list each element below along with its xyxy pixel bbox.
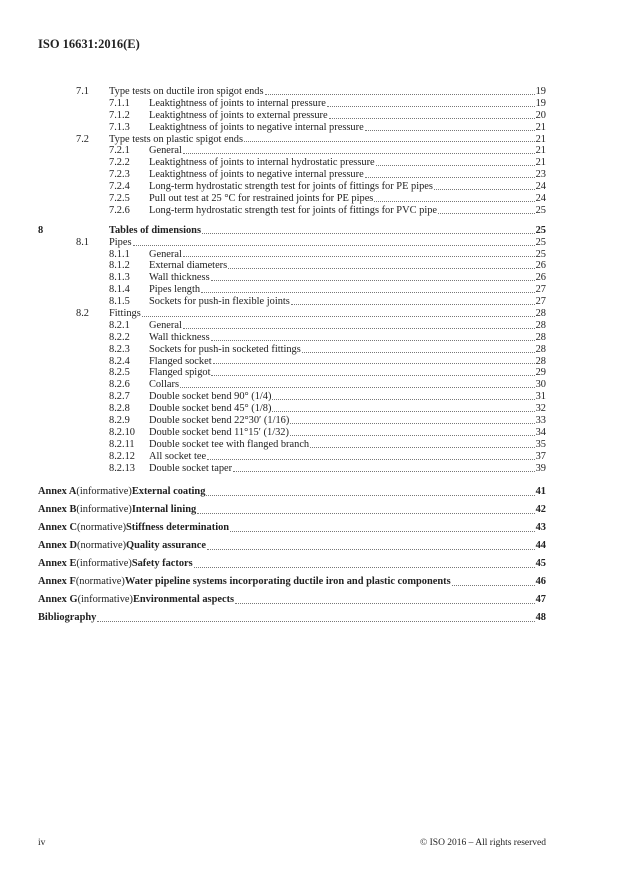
toc-entry-page: 21 <box>535 157 546 169</box>
toc-entry[interactable] <box>38 249 546 261</box>
toc-entry-title: Sockets for push-in flexible joints <box>149 296 290 308</box>
annex-title: External coating <box>131 485 206 497</box>
bibliography-title: Bibliography <box>38 611 97 623</box>
annex-title: Environmental aspects <box>132 593 235 605</box>
dot-leader <box>211 375 534 376</box>
toc-entry[interactable] <box>38 356 546 368</box>
toc-entry[interactable] <box>38 308 546 320</box>
toc-entry[interactable] <box>38 332 546 344</box>
toc-entry-title: Long-term hydrostatic strength test for joints of fittings for PE pipes <box>149 181 433 193</box>
annex-page: 43 <box>535 521 546 533</box>
toc-entry[interactable] <box>38 296 546 308</box>
toc-entry-number: 7.2.3 <box>109 169 130 181</box>
toc-entry-number: 8.2.12 <box>109 450 135 462</box>
toc-entry-title: Leaktightness of joints to internal hydrostatic pressure <box>149 157 375 169</box>
dot-leader <box>228 268 534 269</box>
dot-leader <box>365 177 535 178</box>
toc-entry-number: 8.2.2 <box>109 331 130 343</box>
annex-label: Annex F <box>38 575 76 587</box>
dot-leader <box>180 387 535 388</box>
annex-page: 44 <box>535 539 546 551</box>
toc-entry-page: 28 <box>535 355 546 367</box>
toc-entry-title: Leaktightness of joints to negative internal pressure <box>149 121 364 133</box>
dot-leader <box>97 621 534 622</box>
toc-entry-title: External diameters <box>149 260 228 272</box>
toc-entry-title: Long-term hydrostatic strength test for joints of fittings for PVC pipe <box>149 204 438 216</box>
annex-page: 46 <box>535 575 546 587</box>
toc-bibliography-entry[interactable] <box>38 609 546 627</box>
toc-entry-page: 27 <box>535 284 546 296</box>
toc-entry-page: 19 <box>535 97 546 109</box>
dot-leader <box>265 94 535 95</box>
toc-entry-title: Pull out test at 25 °C for restrained joints for PE pipes <box>149 193 374 204</box>
toc-entry-title: Double socket tee with flanged branch <box>149 438 310 450</box>
toc-entry-title: Leaktightness of joints to internal pressure <box>149 97 326 109</box>
dot-leader <box>133 245 535 246</box>
toc-entry[interactable] <box>38 344 546 356</box>
toc-entry[interactable] <box>38 237 546 249</box>
toc-entry-number: 8.2.6 <box>109 379 130 391</box>
toc-entry-number: 8.2.4 <box>109 355 130 367</box>
toc-entry-page: 21 <box>535 145 546 157</box>
dot-leader <box>376 165 535 166</box>
dot-leader <box>183 256 535 257</box>
toc-entry-title: Collars <box>149 379 180 391</box>
dot-leader <box>235 603 535 604</box>
toc-entry-page: 25 <box>535 248 546 260</box>
toc-entry-number: 8.1.5 <box>109 296 130 308</box>
annex-title: Stiffness determination <box>126 521 230 533</box>
toc-entry[interactable] <box>38 463 546 475</box>
toc-entry-page: 26 <box>535 260 546 272</box>
toc-entry-number: 8.2.5 <box>109 367 130 379</box>
toc-entry[interactable] <box>38 379 546 391</box>
toc-entry-number: 8.2.7 <box>109 391 130 403</box>
toc-entry[interactable] <box>38 145 546 157</box>
toc-entry-page: 24 <box>535 181 546 193</box>
toc-entry-title: Fittings <box>109 308 141 320</box>
dot-leader <box>329 118 535 119</box>
toc-entry-page: 23 <box>535 169 546 181</box>
toc-entry-number: 7.2 <box>76 133 89 145</box>
annex-label: Annex C <box>38 521 77 533</box>
toc-entry-page: 24 <box>535 193 546 204</box>
dot-leader <box>230 531 535 532</box>
dot-leader <box>233 471 535 472</box>
toc-entry-number: 8.2.11 <box>109 438 135 450</box>
toc-entry-number: 7.1.3 <box>109 121 130 133</box>
copyright-notice: © ISO 2016 – All rights reserved <box>420 838 546 848</box>
toc-entry-page: 25 <box>535 224 546 236</box>
toc-entry-page: 25 <box>535 236 546 248</box>
toc-entry-page: 21 <box>535 121 546 133</box>
toc-entry-number: 7.1.2 <box>109 109 130 121</box>
toc-entry-page: 25 <box>535 204 546 216</box>
annex-label: Annex G <box>38 593 78 605</box>
toc-entry[interactable] <box>38 205 546 217</box>
annex-title: Safety factors <box>131 557 193 569</box>
toc-entry-page: 27 <box>535 296 546 308</box>
toc-entry-title: Flanged spigot <box>149 367 211 379</box>
toc-entry-page: 31 <box>535 391 546 403</box>
toc-entry-number: 7.2.1 <box>109 145 130 157</box>
toc-entry-page: 28 <box>535 343 546 355</box>
toc-entry-number: 8 <box>38 224 44 236</box>
toc-entry-number: 8.1.4 <box>109 284 130 296</box>
dot-leader <box>244 141 535 142</box>
toc-entry-page: 34 <box>535 426 546 438</box>
toc-entry-number: 8.2.1 <box>109 319 130 331</box>
annex-type: (normative) <box>76 539 127 551</box>
toc-entry-title: Double socket bend 11°15′ (1/32) <box>149 426 289 438</box>
toc-entry[interactable] <box>38 272 546 284</box>
annex-type: (informative) <box>76 557 132 569</box>
toc-entry[interactable] <box>38 157 546 169</box>
dot-leader <box>211 280 535 281</box>
toc-entry[interactable] <box>38 451 546 463</box>
toc-entry[interactable] <box>38 415 546 427</box>
dot-leader <box>272 411 534 412</box>
toc-entry-title: All socket tee <box>149 450 207 462</box>
toc-entry-page: 32 <box>535 403 546 415</box>
spacer <box>38 217 546 225</box>
annex-type: (informative) <box>76 485 132 497</box>
toc-entry[interactable] <box>38 122 546 134</box>
toc-entry-number: 8.1 <box>76 236 89 248</box>
toc-entry[interactable] <box>38 134 546 146</box>
toc-entry[interactable] <box>38 427 546 439</box>
dot-leader <box>201 292 535 293</box>
toc-annex-entry[interactable] <box>38 537 546 555</box>
toc-entry-page: 37 <box>535 450 546 462</box>
dot-leader <box>291 304 535 305</box>
toc-entry-page: 39 <box>535 462 546 474</box>
toc-entry-page: 26 <box>535 272 546 284</box>
annex-page: 41 <box>535 485 546 497</box>
toc-entry-title: General <box>149 319 182 331</box>
toc-entry[interactable] <box>38 181 546 193</box>
toc-entry-number: 8.2 <box>76 308 89 320</box>
toc-entry-number: 8.2.3 <box>109 343 130 355</box>
toc-entry-title: Double socket taper <box>149 462 233 474</box>
toc-annex-entry[interactable] <box>38 519 546 537</box>
toc-entry-number: 8.1.2 <box>109 260 130 272</box>
table-of-contents <box>38 86 546 627</box>
toc-entry-number: 7.1 <box>76 85 89 97</box>
toc-entry-page: 19 <box>535 85 546 97</box>
dot-leader <box>207 549 535 550</box>
toc-entry[interactable] <box>38 320 546 332</box>
toc-entry-number: 7.2.4 <box>109 181 130 193</box>
toc-annex-entry[interactable] <box>38 483 546 501</box>
toc-entry-number: 7.2.2 <box>109 157 130 169</box>
toc-entry[interactable] <box>38 391 546 403</box>
toc-entry-number: 8.2.13 <box>109 462 135 474</box>
toc-annex-entry[interactable] <box>38 591 546 609</box>
toc-entry-title: Wall thickness <box>149 331 210 343</box>
toc-entry-page: 29 <box>535 367 546 379</box>
annex-label: Annex A <box>38 485 77 497</box>
dot-leader <box>202 233 535 234</box>
dot-leader <box>272 399 534 400</box>
annex-label: Annex D <box>38 539 77 551</box>
dot-leader <box>434 189 535 190</box>
toc-annex-entry[interactable] <box>38 555 546 573</box>
toc-entry-page: 28 <box>535 319 546 331</box>
dot-leader <box>290 423 534 424</box>
toc-entry-page: 28 <box>535 308 546 320</box>
toc-entry-title: Double socket bend 22°30′ (1/16) <box>149 415 290 427</box>
toc-entry-page: 20 <box>535 109 546 121</box>
toc-entry[interactable] <box>38 86 546 98</box>
toc-entry-title: Sockets for push-in socketed fittings <box>149 343 301 355</box>
toc-entry[interactable] <box>38 193 546 205</box>
annex-label: Annex E <box>38 557 77 569</box>
dot-leader <box>374 201 534 202</box>
dot-leader <box>183 153 535 154</box>
toc-entry-page: 28 <box>535 331 546 343</box>
annex-title: Water pipeline systems incorporating ductile iron and plastic components <box>124 575 451 587</box>
toc-entry-title: General <box>149 145 182 157</box>
document-header: ISO 16631:2016(E) <box>38 37 140 51</box>
dot-leader <box>302 352 535 353</box>
dot-leader <box>213 363 535 364</box>
toc-entry-number: 7.1.1 <box>109 97 130 109</box>
dot-leader <box>183 328 535 329</box>
toc-entry[interactable] <box>38 439 546 451</box>
toc-entry-title: Wall thickness <box>149 272 210 284</box>
annex-page: 47 <box>535 593 546 605</box>
toc-entry-number: 7.2.6 <box>109 204 130 216</box>
annex-type: (informative) <box>77 593 133 605</box>
bibliography-page: 48 <box>535 611 546 623</box>
dot-leader <box>207 459 534 460</box>
toc-entry-page: 33 <box>535 415 546 427</box>
toc-entry-page: 21 <box>535 133 546 145</box>
dot-leader <box>438 213 535 214</box>
toc-entry-title: Double socket bend 90° (1/4) <box>149 391 272 403</box>
toc-entry[interactable] <box>38 367 546 379</box>
dot-leader <box>365 130 535 131</box>
toc-entry-number: 8.2.10 <box>109 426 135 438</box>
toc-entry[interactable] <box>38 169 546 181</box>
toc-entry-page: 35 <box>535 438 546 450</box>
toc-entry-number: 7.2.5 <box>109 193 130 204</box>
toc-entry-number: 8.1.1 <box>109 248 130 260</box>
toc-entry[interactable] <box>38 260 546 272</box>
dot-leader <box>310 447 534 448</box>
dot-leader <box>142 316 535 317</box>
toc-entry[interactable] <box>38 110 546 122</box>
spacer <box>38 475 546 483</box>
toc-entry-number: 8.1.3 <box>109 272 130 284</box>
toc-annex-entry[interactable] <box>38 573 546 591</box>
dot-leader <box>211 340 535 341</box>
dot-leader <box>290 435 535 436</box>
annex-type: (normative) <box>76 521 127 533</box>
annex-page: 45 <box>535 557 546 569</box>
toc-entry-number: 8.2.8 <box>109 403 130 415</box>
toc-entry-title: Leaktightness of joints to external pressure <box>149 109 328 121</box>
toc-entry-title: Leaktightness of joints to negative internal pressure <box>149 169 364 181</box>
dot-leader <box>206 495 534 496</box>
dot-leader <box>194 567 535 568</box>
toc-entry-number: 8.2.9 <box>109 415 130 427</box>
annex-page: 42 <box>535 503 546 515</box>
annex-type: (informative) <box>76 503 132 515</box>
toc-entry[interactable] <box>38 98 546 110</box>
dot-leader <box>452 585 535 586</box>
annex-title: Quality assurance <box>126 539 206 551</box>
annex-label: Annex B <box>38 503 77 515</box>
toc-entry[interactable] <box>38 225 546 237</box>
toc-annex-entry[interactable] <box>38 501 546 519</box>
toc-entry-title: Pipes length <box>149 284 201 296</box>
toc-entry-title: General <box>149 248 182 260</box>
annex-type: (normative) <box>75 575 125 587</box>
page-number: iv <box>38 838 46 848</box>
toc-entry-title: Type tests on plastic spigot ends <box>109 133 244 145</box>
annex-title: Internal lining <box>131 503 197 515</box>
toc-entry[interactable] <box>38 284 546 296</box>
toc-entry-title: Tables of dimensions <box>109 224 202 236</box>
dot-leader <box>327 106 535 107</box>
toc-entry-title: Pipes <box>109 236 132 248</box>
toc-entry-title: Double socket bend 45° (1/8) <box>149 403 272 415</box>
toc-entry-page: 30 <box>535 379 546 391</box>
dot-leader <box>197 513 534 514</box>
toc-entry-title: Type tests on ductile iron spigot ends <box>109 85 264 97</box>
toc-entry-title: Flanged socket <box>149 355 212 367</box>
toc-entry[interactable] <box>38 403 546 415</box>
